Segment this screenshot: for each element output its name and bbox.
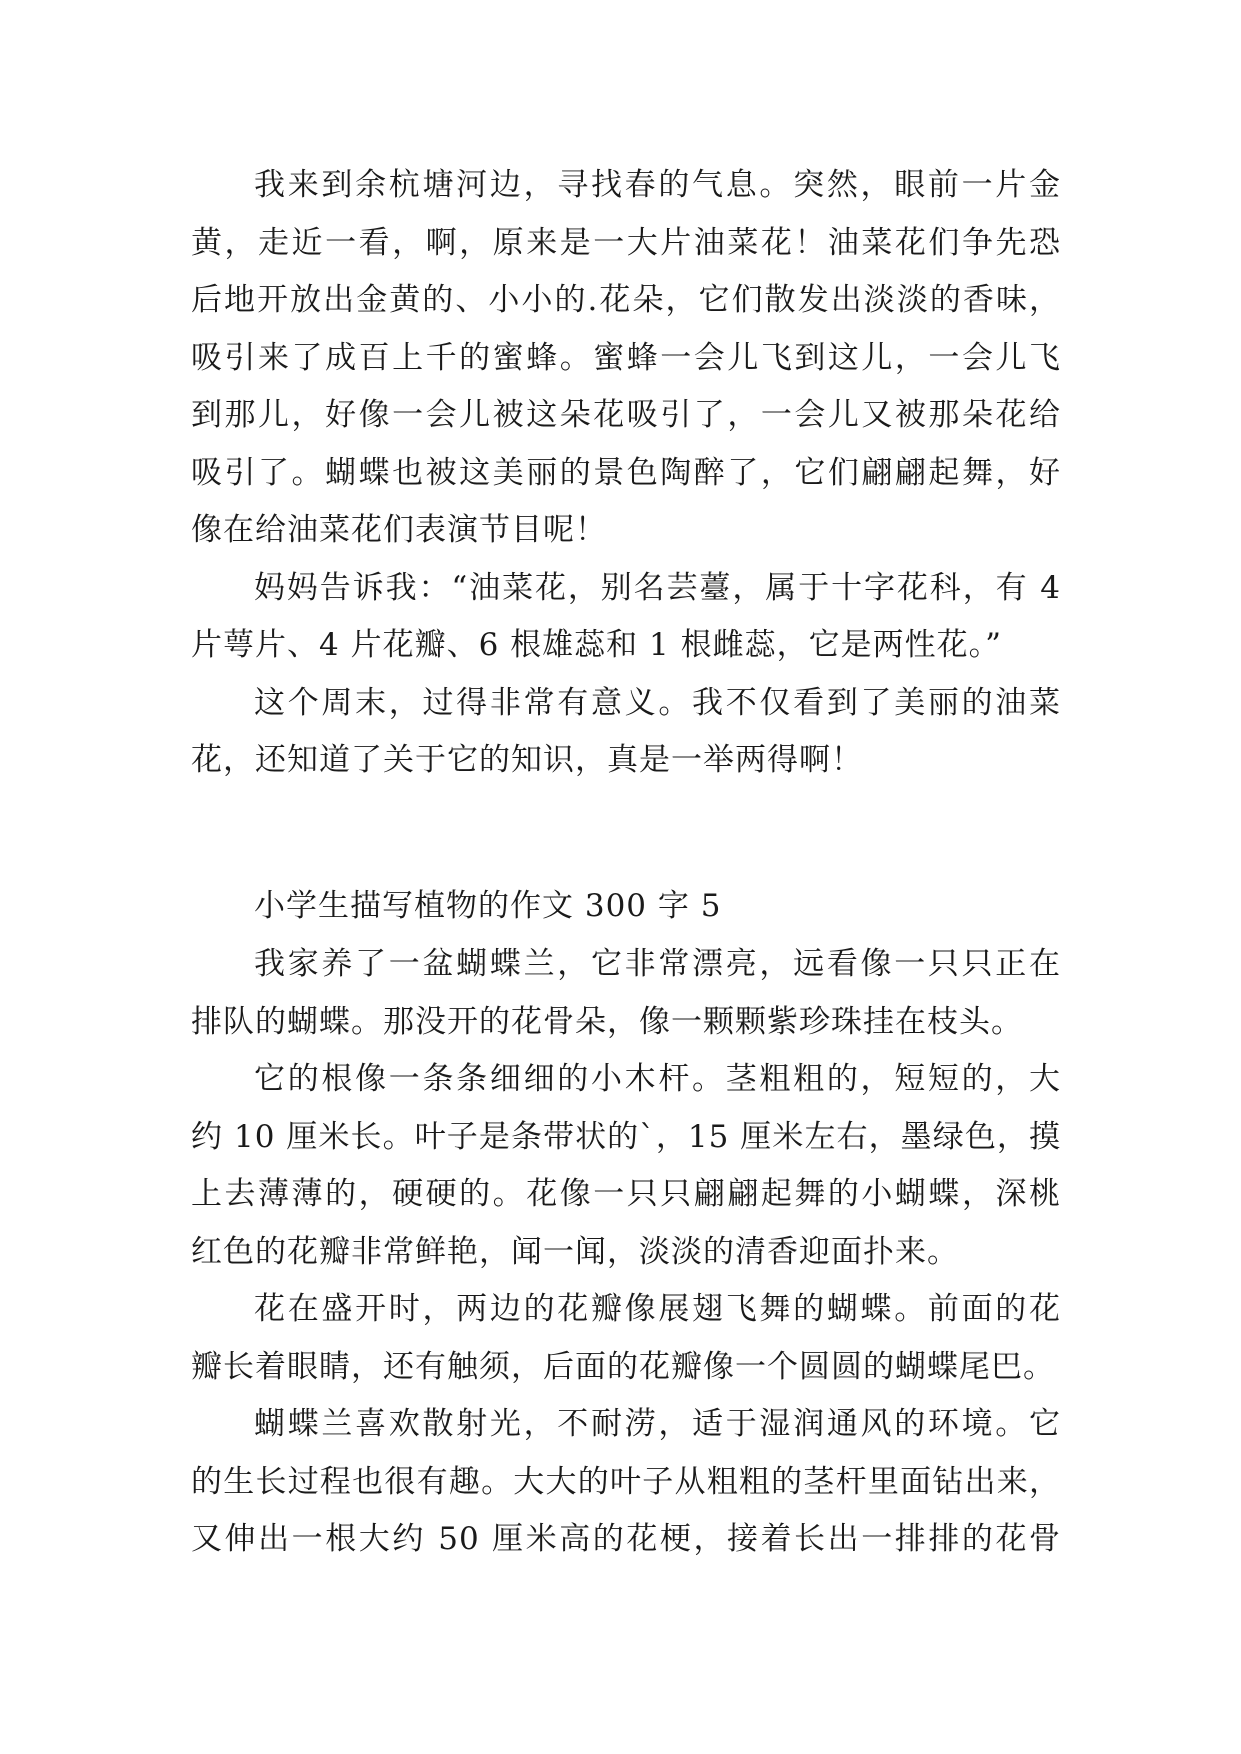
paragraph-line: 片萼片、4 片花瓣、6 根雄蕊和 1 根雌蕊，它是两性花。” [191,627,1002,663]
paragraph-line: 后地开放出金黄的、小小的.花朵，它们散发出淡淡的香味， [191,282,1061,318]
paragraph-line: 约 10 厘米长。叶子是条带状的`，15 厘米左右，墨绿色，摸 [191,1119,1061,1155]
paragraph-line: 像在给油菜花们表演节目呢！ [191,512,607,548]
paragraph-line: 花在盛开时，两边的花瓣像展翅飞舞的蝴蝶。前面的花 [254,1291,1061,1327]
paragraph-line: 上去薄薄的，硬硬的。花像一只只翩翩起舞的小蝴蝶，深桃 [191,1176,1061,1212]
paragraph-line: 妈妈告诉我：“油菜花，别名芸薹，属于十字花科，有 4 [254,570,1061,606]
paragraph-line: 它的根像一条条细细的小木杆。茎粗粗的，短短的，大 [254,1061,1061,1097]
paragraph-line: 蝴蝶兰喜欢散射光，不耐涝，适于湿润通风的环境。它 [254,1406,1061,1442]
paragraph-line: 黄，走近一看，啊，原来是一大片油菜花！油菜花们争先恐 [191,225,1061,261]
paragraph-line: 到那儿，好像一会儿被这朵花吸引了，一会儿又被那朵花给 [191,397,1061,433]
paragraph-line: 排队的蝴蝶。那没开的花骨朵，像一颗颗紫珍珠挂在枝头。 [191,1004,1023,1040]
paragraph-line: 红色的花瓣非常鲜艳，闻一闻，淡淡的清香迎面扑来。 [191,1234,959,1270]
paragraph-line: 瓣长着眼睛，还有触须，后面的花瓣像一个圆圆的蝴蝶尾巴。 [191,1349,1055,1385]
section-title: 小学生描写植物的作文 300 字 5 [254,888,722,924]
paragraph-line: 这个周末，过得非常有意义。我不仅看到了美丽的油菜 [254,685,1061,721]
paragraph-line: 的生长过程也很有趣。大大的叶子从粗粗的茎杆里面钻出来， [191,1464,1061,1500]
paragraph-line: 又伸出一根大约 50 厘米高的花梗，接着长出一排排的花骨 [191,1521,1061,1557]
paragraph-line: 我家养了一盆蝴蝶兰，它非常漂亮，远看像一只只正在 [254,946,1061,982]
paragraph-line: 我来到余杭塘河边，寻找春的气息。突然，眼前一片金 [254,167,1061,203]
paragraph-line: 花，还知道了关于它的知识，真是一举两得啊！ [191,742,863,778]
paragraph-line: 吸引了。蝴蝶也被这美丽的景色陶醉了，它们翩翩起舞，好 [191,455,1061,491]
paragraph-line: 吸引来了成百上千的蜜蜂。蜜蜂一会儿飞到这儿，一会儿飞 [191,340,1061,376]
